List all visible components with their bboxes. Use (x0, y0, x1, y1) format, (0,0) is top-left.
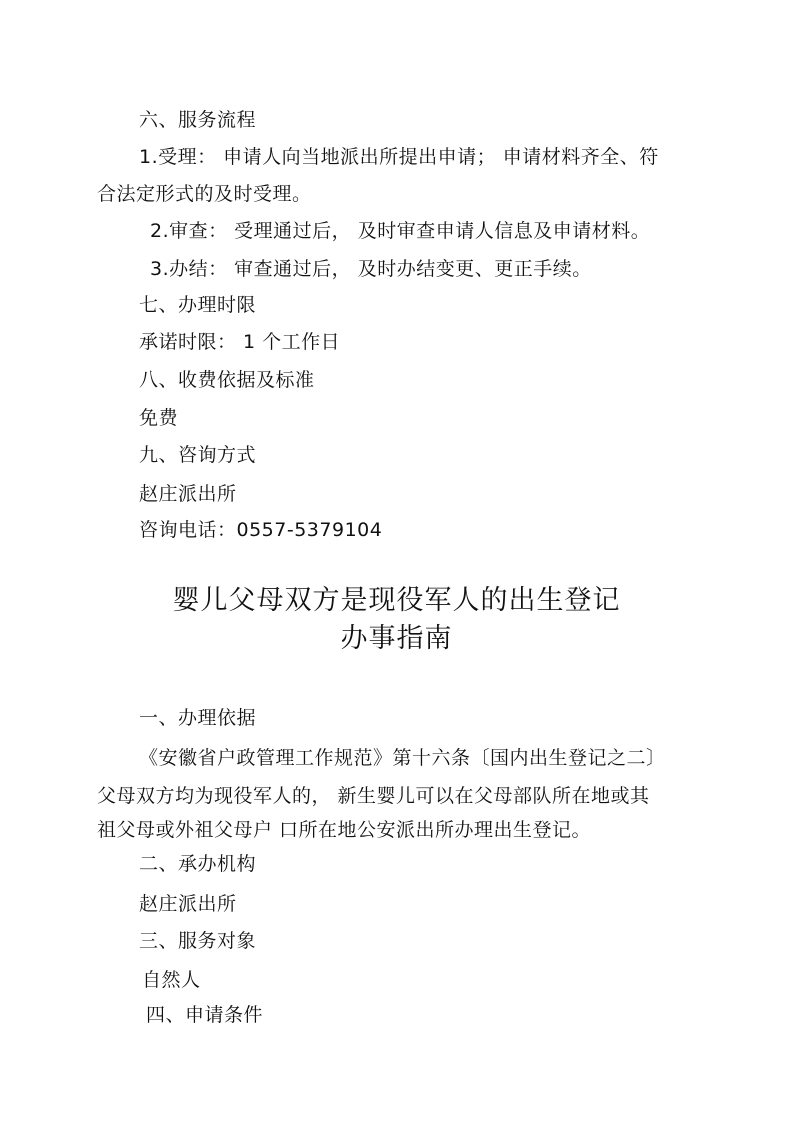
heading-conditions: 四、申请条件 (146, 1004, 264, 1026)
guide-title-line1: 婴儿父母双方是现役军人的出生登记 (172, 585, 621, 616)
consult-office: 赵庄派出所 (139, 483, 237, 505)
heading-service-flow: 六、服务流程 (139, 109, 257, 131)
step3-text: 3.办结： 审查通过后， 及时办结变更、更正手续。 (150, 258, 592, 280)
fee-text: 免费 (139, 407, 179, 429)
consult-phone: 咨询电话：0557-5379104 (139, 519, 383, 541)
step1-line1: 1.受理： 申请人向当地派出所提出申请； 申请材料齐全、符 (139, 146, 659, 168)
target-text: 自然人 (142, 969, 201, 991)
step1-line2: 合法定形式的及时受理。 (97, 183, 312, 205)
basis-line1: 《安徽省户政管理工作规范》第十六条〔国内出生登记之二〕 (139, 747, 666, 769)
step2-text: 2.审查： 受理通过后， 及时审查申请人信息及申请材料。 (150, 220, 651, 242)
time-limit-text: 承诺时限： 1 个工作日 (139, 331, 341, 353)
basis-line2: 父母双方均为现役军人的， 新生婴儿可以在父母部队所在地或其 (97, 785, 650, 807)
agency-text: 赵庄派出所 (139, 893, 237, 915)
guide-title-line2: 办事指南 (340, 623, 453, 654)
heading-basis: 一、办理依据 (139, 707, 257, 729)
heading-consult: 九、咨询方式 (139, 444, 257, 466)
heading-agency: 二、承办机构 (139, 853, 257, 875)
heading-fee: 八、收费依据及标准 (139, 369, 315, 391)
heading-time-limit: 七、办理时限 (139, 294, 257, 316)
heading-target: 三、服务对象 (139, 930, 257, 952)
basis-line3: 祖父母或外祖父母户 口所在地公安派出所办理出生登记。 (97, 819, 592, 841)
